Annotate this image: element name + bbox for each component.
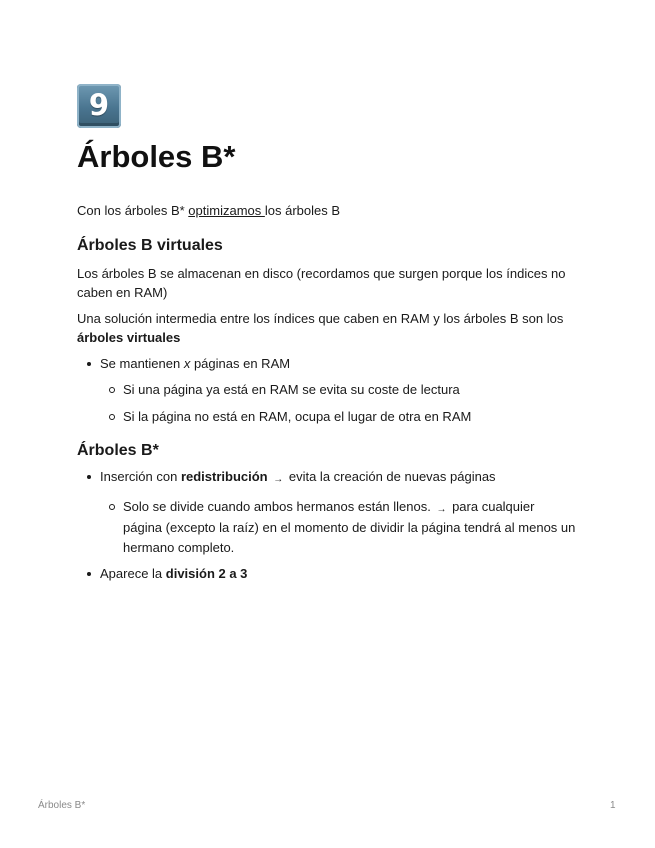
intro-text-pre: Con los árboles B* <box>77 203 189 218</box>
footer-title: Árboles B* <box>38 800 86 811</box>
section1-paragraph-1: Los árboles B se almacenan en disco (recordamos que surgen porque los índices no caben en RAM) <box>77 265 566 300</box>
sublist-item-text-pre: Solo se divide cuando ambos hermanos están llenos. <box>123 498 435 514</box>
list-item <box>77 354 577 427</box>
section1-paragraph-2 <box>77 309 577 348</box>
intro-underlined-text: optimizamos <box>188 203 265 218</box>
list-item <box>77 564 577 584</box>
section2-list <box>77 467 577 584</box>
list-item-text-pre: Aparece la <box>100 566 166 581</box>
sublist-item <box>100 497 577 558</box>
intro-paragraph <box>77 201 577 221</box>
section1-paragraph-2-bold: árboles virtuales <box>77 330 181 345</box>
page-title: Árboles B* <box>77 139 236 174</box>
list-item-text-post: evita la creación de nuevas páginas <box>285 469 496 484</box>
list-item-text-pre: Se mantienen <box>100 355 184 371</box>
chapter-number: 9 <box>88 88 110 122</box>
section-heading-b-star-trees: Árboles B* <box>77 442 159 459</box>
section2-sublist <box>100 497 577 558</box>
list-item-emphasis: x <box>183 355 191 371</box>
sublist-item-text-post: para cualquier página (excepto la raíz) en el momento de dividir la página tendrá al menos un hermano completo. <box>123 498 576 555</box>
list-item-text-post: páginas en RAM <box>190 355 291 371</box>
list-item-bold: división 2 a 3 <box>165 566 248 581</box>
chapter-number-badge-icon <box>77 84 121 128</box>
list-item-text-pre: Inserción con <box>100 469 181 484</box>
arrow-icon: → <box>436 503 447 515</box>
section-heading-virtual-trees: Árboles B virtuales <box>77 236 223 254</box>
sublist-item: Si la página no está en RAM, ocupa el lugar de otra en RAM <box>100 407 577 427</box>
list-item <box>77 467 577 557</box>
sublist-item: Si una página ya está en RAM se evita su coste de lectura <box>100 380 577 400</box>
section1-sublist <box>100 380 577 426</box>
intro-text-post: los árboles B <box>264 203 341 218</box>
page-number: 1 <box>610 800 616 811</box>
arrow-icon: → <box>273 474 284 485</box>
page-content <box>77 84 577 584</box>
section1-paragraph-2-text: Una solución intermedia entre los índices que caben en RAM y los árboles B son los <box>77 310 564 326</box>
list-item-bold: redistribución <box>180 469 268 484</box>
section1-list <box>77 354 577 427</box>
